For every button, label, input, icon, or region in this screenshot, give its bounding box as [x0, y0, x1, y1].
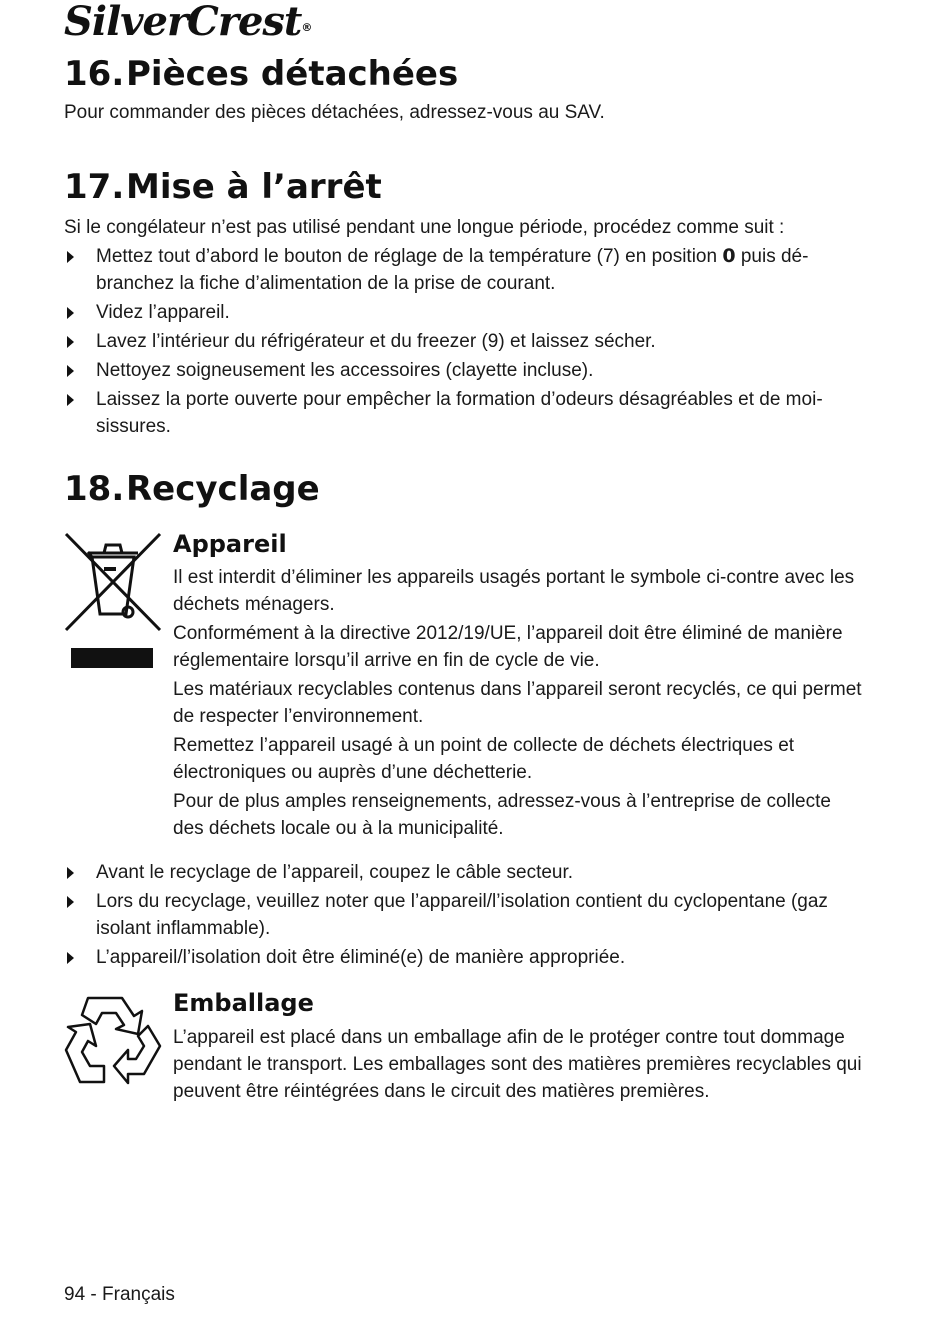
- crossed-out-wheelie-bin-icon: [64, 532, 162, 672]
- list-item: Nettoyez soigneusement les accessoires (clayette incluse).: [64, 357, 864, 384]
- list-item: Videz l’appareil.: [64, 299, 864, 326]
- emballage-heading: Emballage: [173, 989, 314, 1017]
- bullet-arrow-icon: [67, 365, 74, 377]
- list-item: Mettez tout d’abord le bouton de réglage de la température (7) en position 0 puis débranchez la fiche d’alimentation de la prise de courant.: [64, 243, 864, 297]
- bullet-arrow-icon: [67, 336, 74, 348]
- registered-mark: ®: [301, 21, 312, 34]
- list-item: Lors du recyclage, veuillez noter que l’appareil/l’isolation contient du cyclopentane (gaz isolant inflammable).: [64, 888, 864, 942]
- bullet-arrow-icon: [67, 251, 74, 263]
- appareil-heading: Appareil: [173, 530, 287, 558]
- section-17-title: Mise à l’arrêt: [126, 167, 382, 207]
- list-item: Laissez la porte ouverte pour empêcher la formation d’odeurs désagréables et de moisissures.: [64, 386, 864, 440]
- emballage-paragraph: L’appareil est placé dans un emballage afin de le protéger contre tout dommage pendant le transport. Les emballages sont des matières premières recyclables qui peuvent être réintégrées dans le circuit des matières premières.: [173, 1027, 862, 1102]
- section-16-number: 16.: [64, 54, 125, 94]
- position-value: 0: [722, 245, 736, 267]
- bullet-arrow-icon: [67, 896, 74, 908]
- section-17-bullet-list: [64, 243, 864, 440]
- emballage-block: [173, 989, 863, 1107]
- section-18-number: 18.: [64, 469, 125, 509]
- list-item: Avant le recyclage de l’appareil, coupez le câble secteur.: [64, 859, 864, 886]
- recycling-arrows-icon: [64, 994, 162, 1086]
- section-18-bullets: [64, 859, 864, 973]
- section-18-bullet-list: [64, 859, 864, 971]
- list-item: Lavez l’intérieur du réfrigérateur et du freezer (9) et laissez sécher.: [64, 328, 864, 355]
- appareil-paragraph: Les matériaux recyclables contenus dans l’appareil seront recyclés, ce qui permet de respecter l’environnement.: [173, 679, 862, 727]
- bullet-arrow-icon: [67, 867, 74, 879]
- appareil-paragraph: Conformément à la directive 2012/19/UE, l’appareil doit être éliminé de manière réglementaire lorsqu’il arrive en fin de cycle de vie.: [173, 623, 843, 671]
- section-16: [64, 54, 884, 126]
- brand-logo-text: SilverCrest: [64, 0, 302, 45]
- bullet-arrow-icon: [67, 394, 74, 406]
- bullet-arrow-icon: [67, 952, 74, 964]
- page-footer: 94 - Français: [64, 1284, 175, 1305]
- section-17-number: 17.: [64, 167, 125, 207]
- section-17: [64, 167, 864, 442]
- section-18-title: Recyclage: [126, 469, 320, 509]
- brand-logo: [64, 0, 311, 44]
- bullet-arrow-icon: [67, 307, 74, 319]
- appareil-paragraph: Il est interdit d’éliminer les appareils usagés portant le symbole ci-contre avec les déchets ménagers.: [173, 567, 855, 615]
- section-18: [64, 469, 884, 509]
- appareil-block: [173, 530, 863, 844]
- section-17-intro: Si le congélateur n’est pas utilisé pendant une longue période, procédez comme suit :: [64, 217, 785, 238]
- appareil-paragraph: Remettez l’appareil usagé à un point de collecte de déchets électriques et électroniques ou auprès d’une déchetterie.: [173, 735, 795, 783]
- section-16-text: Pour commander des pièces détachées, adressez-vous au SAV.: [64, 102, 605, 123]
- list-item: L’appareil/l’isolation doit être éliminé(e) de manière appropriée.: [64, 944, 864, 971]
- section-17-heading: [64, 167, 864, 207]
- section-18-heading: [64, 469, 884, 509]
- appareil-paragraph: Pour de plus amples renseignements, adressez-vous à l’entreprise de collecte des déchets locale ou à la municipalité.: [173, 791, 831, 839]
- section-16-heading: [64, 54, 884, 94]
- section-16-title: Pièces détachées: [126, 54, 459, 94]
